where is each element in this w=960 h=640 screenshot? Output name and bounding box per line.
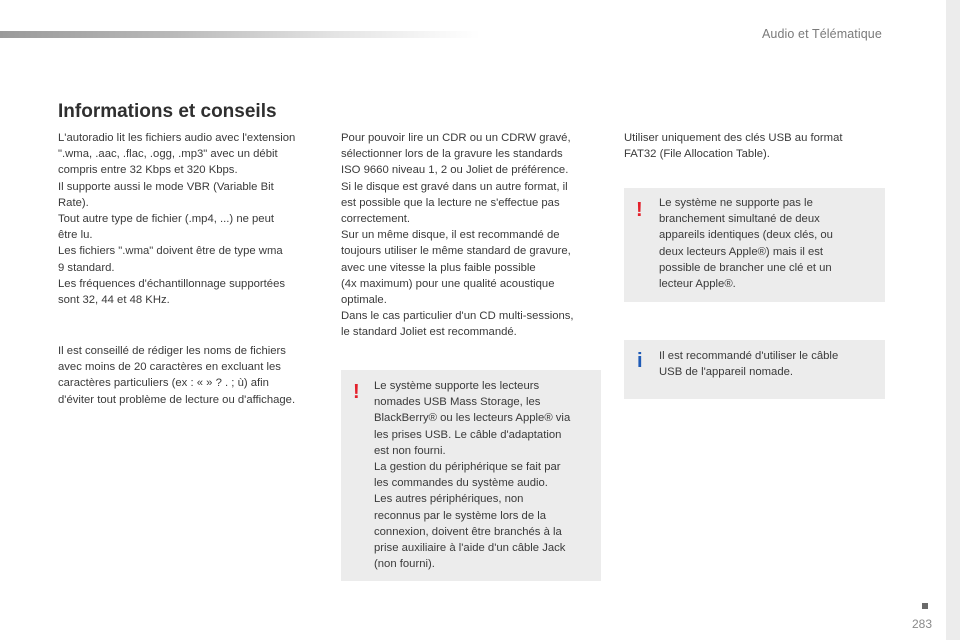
page-title: Informations et conseils <box>58 101 277 122</box>
text-line: (4x maximum) pour une qualité acoustique <box>341 277 555 290</box>
text-line: L'autoradio lit les fichiers audio avec l'extension <box>58 132 296 144</box>
text-line: branchement simultané de deux <box>659 213 820 226</box>
info-icon: i <box>637 350 643 372</box>
text-line: FAT32 (File Allocation Table). <box>624 148 770 161</box>
warning-icon: ! <box>636 199 643 221</box>
text-line: avec une vitesse la plus faible possible <box>341 261 536 274</box>
text-line: Si le disque est gravé dans un autre format, il <box>341 180 568 193</box>
text-line: être lu. <box>58 229 93 242</box>
text-line: optimale. <box>341 294 387 307</box>
info-note-text <box>659 348 838 380</box>
text-line: correctement. <box>341 213 411 226</box>
col1-paragraph-formats <box>58 130 295 308</box>
text-line: caractères particuliers (ex : « » ? . ; ù) afin <box>58 377 269 390</box>
text-line: est non fourni. <box>374 444 446 457</box>
text-line: les prises USB. Le câble d'adaptation <box>374 428 562 441</box>
text-line: La gestion du périphérique se fait par <box>374 461 561 474</box>
warning-note-simultaneous <box>624 188 885 302</box>
text-line: appareils identiques (deux clés, ou <box>659 229 833 242</box>
col1-paragraph-filenames <box>58 343 295 408</box>
col2-paragraph-cd-burning <box>341 130 574 341</box>
text-line: sont 32, 44 et 48 KHz. <box>58 294 170 307</box>
text-line: reconnus par le système lors de la <box>374 509 547 522</box>
warning-note-text <box>374 378 570 572</box>
section-label: Audio et Télématique <box>762 27 882 41</box>
text-line: d'éviter tout problème de lecture ou d'affichage. <box>58 393 296 406</box>
text-line: avec moins de 20 caractères en excluant les <box>58 361 281 374</box>
text-line: Il est conseillé de rédiger les noms de fichiers <box>58 345 286 357</box>
text-line: nomades USB Mass Storage, les <box>374 396 541 409</box>
text-line: possible de brancher une clé et un <box>659 261 832 274</box>
text-line: Il supporte aussi le mode VBR (Variable Bit <box>58 180 274 193</box>
text-line: 9 standard. <box>58 261 115 274</box>
text-line: prise auxiliaire à l'aide d'un câble Jack <box>374 542 566 555</box>
text-line: Utiliser uniquement des clés USB au format <box>624 132 843 144</box>
text-line: compris entre 32 Kbps et 320 Kbps. <box>58 164 238 177</box>
text-line: Il est recommandé d'utiliser le câble <box>659 350 839 362</box>
text-line: Les fréquences d'échantillonnage supportées <box>58 277 286 290</box>
text-line: Le système ne supporte pas le <box>659 197 813 209</box>
text-line: Les fichiers ".wma" doivent être de type wma <box>58 245 283 258</box>
text-line: Tout autre type de fichier (.mp4, ...) ne peut <box>58 213 275 226</box>
text-line: le standard Joliet est recommandé. <box>341 326 517 339</box>
text-line: USB de l'appareil nomade. <box>659 366 794 379</box>
text-line: Rate). <box>58 196 89 209</box>
text-line: sélectionner lors de la gravure les standards <box>341 148 563 161</box>
text-line: deux lecteurs Apple®) mais il est <box>659 245 824 258</box>
text-line: toujours utiliser le même standard de gravure, <box>341 245 571 258</box>
warning-icon: ! <box>353 381 360 403</box>
text-line: BlackBerry® ou les lecteurs Apple® via <box>374 412 571 425</box>
text-line: ISO 9660 niveau 1, 2 ou Joliet de préférence. <box>341 164 569 177</box>
info-note-cable <box>624 340 885 399</box>
text-line: Les autres périphériques, non <box>374 493 524 506</box>
text-line: est possible que la lecture ne s'effectue pas <box>341 196 560 209</box>
text-line: Dans le cas particulier d'un CD multi-sessions, <box>341 310 574 323</box>
text-line: les commandes du système audio. <box>374 477 548 490</box>
text-line: connexion, doivent être branchés à la <box>374 525 562 538</box>
text-line: Le système supporte les lecteurs <box>374 380 540 392</box>
header-gradient-bar <box>0 31 480 38</box>
page-number: 283 <box>912 617 933 631</box>
end-marker-square <box>922 603 928 609</box>
text-line: (non fourni). <box>374 558 435 571</box>
warning-note-usb-devices <box>341 370 601 581</box>
text-line: Pour pouvoir lire un CDR ou un CDRW gravé, <box>341 132 571 144</box>
text-line: Sur un même disque, il est recommandé de <box>341 229 560 242</box>
text-line: lecteur Apple®. <box>659 278 736 291</box>
warning-note-text <box>659 195 833 292</box>
text-line: ".wma, .aac, .flac, .ogg, .mp3" avec un débit <box>58 148 278 161</box>
col3-paragraph-fat32 <box>624 130 843 162</box>
page-edge-strip <box>946 0 960 640</box>
